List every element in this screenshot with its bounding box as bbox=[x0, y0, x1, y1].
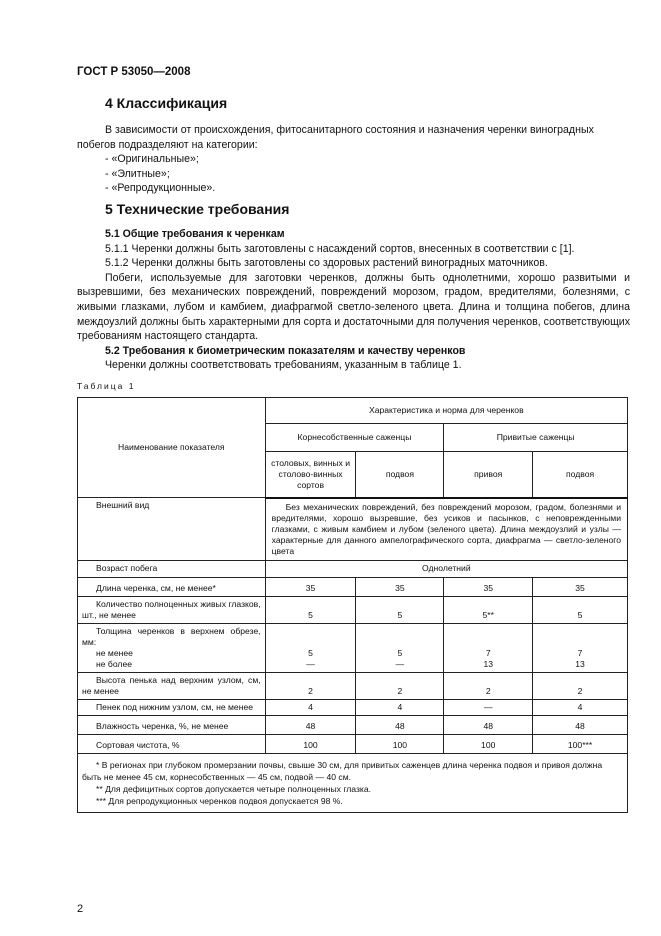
row-value: — bbox=[444, 699, 533, 715]
header-grafted: Привитые саженцы bbox=[444, 424, 628, 452]
row-value: 35 bbox=[265, 577, 356, 596]
age-value: Однолетний bbox=[265, 560, 627, 577]
footnote: *** Для репродукционных черенков подвоя допускается 98 %. bbox=[96, 795, 343, 806]
row-name: Высота пенька над верхним узлом, см, не менее bbox=[78, 672, 266, 699]
section-5-body bbox=[77, 227, 630, 373]
section-5-2-title: 5.2 Требования к биометрическим показателям и качеству черенков bbox=[105, 344, 466, 357]
document-header: ГОСТ Р 53050—2008 bbox=[77, 66, 191, 78]
row-name: Внешний вид bbox=[78, 498, 266, 561]
row-value: 4 bbox=[356, 699, 444, 715]
row-value: 2 bbox=[533, 672, 628, 699]
section-5-2-text: Черенки должны соответствовать требованиям, указанным в таблице 1. bbox=[105, 359, 462, 372]
header-indicator-name: Наименование показателя bbox=[78, 398, 266, 498]
row-name: Сортовая чистота, % bbox=[78, 734, 266, 753]
row-value: 4 bbox=[533, 699, 628, 715]
table-row bbox=[78, 577, 628, 596]
row-name: Длина черенка, см, не менее* bbox=[78, 577, 266, 596]
appearance-value: Без механических повреждений, без повреждений морозом, градом, болезнями и вредителями, хорошо вызревшие, без усиков и пасынков, с неповрежденными глазками, с живым камбием и лубом (зеленого цвета). Длина междоузлий и узлы — характерные для данного ампелографического сорта, диафрагма — светло-зеленого цвета bbox=[265, 498, 627, 561]
row-value: 35 bbox=[444, 577, 533, 596]
table-row bbox=[78, 672, 628, 699]
table-footnotes bbox=[78, 753, 628, 812]
category-item: - «Элитные»; bbox=[105, 167, 170, 180]
header-col: столовых, винных и столово-винных сортов bbox=[265, 452, 356, 498]
row-value: 4 bbox=[265, 699, 356, 715]
footnote: * В регионах при глубоком промерзании почвы, свыше 30 см, для привитых саженцев длина черенка подвоя и привоя должна быть не менее 45 см, корнесобственных — 45 см, подвой — 40 см. bbox=[82, 759, 603, 782]
row-value: 48 bbox=[444, 715, 533, 734]
row-value: 48 bbox=[265, 715, 356, 734]
row-subname: не менее bbox=[96, 647, 133, 658]
row-name: Влажность черенка, %, не менее bbox=[78, 715, 266, 734]
header-col: подвоя bbox=[356, 452, 444, 498]
row-value: 100*** bbox=[533, 734, 628, 753]
section-5-title: 5 Технические требования bbox=[105, 201, 290, 217]
table-caption: Таблица 1 bbox=[77, 381, 136, 391]
row-value: 5** bbox=[444, 596, 533, 623]
row-value: 100 bbox=[356, 734, 444, 753]
header-characteristics: Характеристика и норма для черенков bbox=[265, 398, 627, 424]
page-number: 2 bbox=[77, 903, 84, 915]
row-value: 48 bbox=[533, 715, 628, 734]
section-4-intro: В зависимости от происхождения, фитосанитарного состояния и назначения черенки виноградных побегов подразделяют на категории: bbox=[77, 124, 594, 151]
row-value: 35 bbox=[533, 577, 628, 596]
row-value: 7 13 bbox=[444, 623, 533, 672]
row-name: Толщина черенков в верхнем обрезе, мм: не менее не более bbox=[78, 623, 266, 672]
row-name: Пенек под нижним узлом, см, не менее bbox=[78, 699, 266, 715]
row-value: 48 bbox=[356, 715, 444, 734]
row-value: 100 bbox=[444, 734, 533, 753]
section-4-body bbox=[77, 123, 630, 196]
row-value: 5 bbox=[533, 596, 628, 623]
header-col: подвоя bbox=[533, 452, 628, 498]
row-value: 5 bbox=[356, 596, 444, 623]
row-value: 5 — bbox=[265, 623, 356, 672]
clause-5-1-2: 5.1.2 Черенки должны быть заготовлены со здоровых растений виноградных маточников. bbox=[105, 257, 548, 270]
table-row bbox=[78, 623, 628, 672]
row-value: 2 bbox=[265, 672, 356, 699]
row-name: Количество полноценных живых глазков, шт., не менее bbox=[78, 596, 266, 623]
header-col: привоя bbox=[444, 452, 533, 498]
clause-5-1-1: 5.1.1 Черенки должны быть заготовлены с насаждений сортов, внесенных в соответствии с [1]. bbox=[105, 242, 575, 255]
row-value: 5 — bbox=[356, 623, 444, 672]
requirements-table bbox=[77, 397, 628, 813]
table-row bbox=[78, 734, 628, 753]
row-subname: не более bbox=[96, 658, 132, 669]
header-own-rooted: Корнесобственные саженцы bbox=[265, 424, 444, 452]
table-row bbox=[78, 715, 628, 734]
section-5-1-title: 5.1 Общие требования к черенкам bbox=[105, 228, 285, 240]
row-value: 2 bbox=[444, 672, 533, 699]
category-item: - «Репродукционные». bbox=[105, 182, 216, 195]
row-value: 5 bbox=[265, 596, 356, 623]
category-item: - «Оригинальные»; bbox=[105, 153, 199, 166]
table-row bbox=[78, 699, 628, 715]
row-value: 7 13 bbox=[533, 623, 628, 672]
table-row bbox=[78, 596, 628, 623]
row-value: 100 bbox=[265, 734, 356, 753]
shoots-paragraph: Побеги, используемые для заготовки черенков, должны быть однолетними, хорошо развитыми и вызревшими, без механических повреждений, повреждений морозом, градом, вредителями, болезнями, с живыми глазками, лубом и камбием, диафрагмой светло-зеленого цвета. Длина и толщина побегов, длина междоузлий должны быть характерными для сорта и достаточными для получения черенков, соответствующих требованиям настоящего стандарта. bbox=[77, 271, 630, 343]
footnote: ** Для дефицитных сортов допускается четыре полноценных глазка. bbox=[96, 783, 372, 794]
row-name: Возраст побега bbox=[78, 560, 266, 577]
row-value: 35 bbox=[356, 577, 444, 596]
row-value: 2 bbox=[356, 672, 444, 699]
section-4-title: 4 Классификация bbox=[105, 95, 228, 111]
